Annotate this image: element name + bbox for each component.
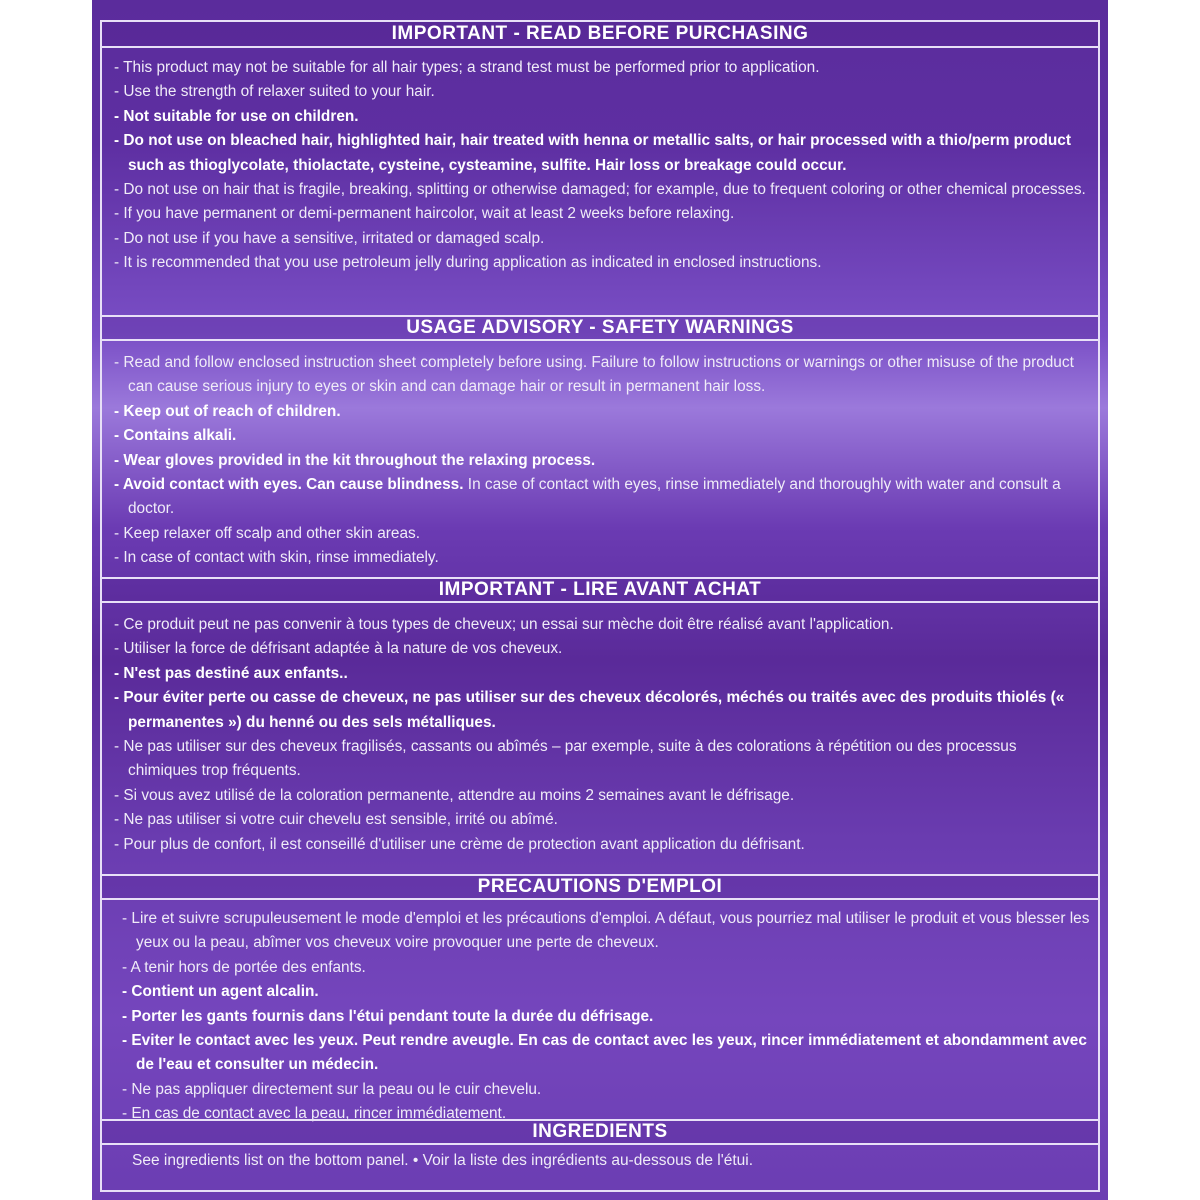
section-heading-precautions <box>102 874 1098 900</box>
list-item-bold-prefix: - Avoid contact with eyes. Can cause blindness. <box>114 476 464 494</box>
list-item: - Do not use on hair that is fragile, breaking, splitting or otherwise damaged; for example, due to frequent coloring or other chemical processes. <box>114 181 1086 199</box>
section-heading-text: IMPORTANT - LIRE AVANT ACHAT <box>438 579 762 600</box>
text-frame <box>100 20 1100 1192</box>
list-item: - If you have permanent or demi-permanent haircolor, wait at least 2 weeks before relaxing. <box>114 205 735 223</box>
list-item: - Read and follow enclosed instruction sheet completely before using. Failure to follow instructions or warnings or other misuse of the product can cause serious injury to eyes or skin and can damage hair or result in permanent hair loss. <box>114 354 1074 396</box>
list-item: - Si vous avez utilisé de la coloration permanente, attendre au moins 2 semaines avant le défrisage. <box>114 786 795 804</box>
list-item: - Pour plus de confort, il est conseillé d'utiliser une crème de protection avant application du défrisant. <box>114 835 805 853</box>
list-item: - A tenir hors de portée des enfants. <box>122 958 366 976</box>
section-heading-text: IMPORTANT - READ BEFORE PURCHASING <box>391 23 809 44</box>
section-body-important-fr <box>114 613 1088 857</box>
list-item: - Ce produit peut ne pas convenir à tous types de cheveux; un essai sur mèche doit être réalisé avant l'application. <box>114 616 894 633</box>
list-item: - It is recommended that you use petroleum jelly during application as indicated in enclosed instructions. <box>114 254 822 272</box>
list-item: - Contient un agent alcalin. <box>122 983 319 1001</box>
list-item-rest: In case of contact with eyes, rinse immediately and thoroughly with water and consult a doctor. <box>128 476 1061 518</box>
list-item: - Keep relaxer off scalp and other skin areas. <box>114 524 420 542</box>
section-body-precautions <box>122 907 1092 1127</box>
list-item: - Do not use on bleached hair, highlighted hair, hair treated with henna or metallic salts, or hair processed with a thio/perm product such as thioglycolate, thiolactate, cysteine, cysteamine, sulfite. Hair loss or breakage could occur. <box>114 132 1071 174</box>
list-item: - Do not use if you have a sensitive, irritated or damaged scalp. <box>114 229 545 247</box>
list-item: - Utiliser la force de défrisant adaptée à la nature de vos cheveux. <box>114 640 563 658</box>
list-item <box>114 473 1088 522</box>
section-heading-ingredients <box>102 1119 1098 1145</box>
list-item: - Wear gloves provided in the kit throughout the relaxing process. <box>114 451 596 469</box>
section-heading-important-fr <box>102 577 1098 603</box>
section-body-ingredients <box>102 1147 1098 1173</box>
list-item: - Ne pas appliquer directement sur la peau ou le cuir chevelu. <box>122 1080 542 1098</box>
list-item: - Ne pas utiliser si votre cuir chevelu est sensible, irrité ou abîmé. <box>114 811 558 829</box>
list-item: - This product may not be suitable for all hair types; a strand test must be performed prior to application. <box>114 59 820 76</box>
list-item: - En cas de contact avec la peau, rincer immédiatement. <box>122 1105 507 1123</box>
list-item: - N'est pas destiné aux enfants.. <box>114 664 348 682</box>
section-body-important-en <box>114 56 1088 276</box>
section-heading-text: PRECAUTIONS D'EMPLOI <box>477 876 723 897</box>
list-item: - Use the strength of relaxer suited to your hair. <box>114 83 435 101</box>
list-item: - Porter les gants fournis dans l'étui pendant toute la durée du défrisage. <box>122 1007 654 1025</box>
section-heading-text: INGREDIENTS <box>532 1121 668 1142</box>
section-heading-usage-advisory <box>102 315 1098 341</box>
ingredients-note: See ingredients list on the bottom panel. • Voir la liste des ingrédients au-dessous de l'étui. <box>132 1152 754 1169</box>
list-item: - Keep out of reach of children. <box>114 402 341 420</box>
section-body-usage-advisory <box>114 351 1088 571</box>
list-item: - Contains alkali. <box>114 427 237 445</box>
section-heading-text: USAGE ADVISORY - SAFETY WARNINGS <box>406 317 794 338</box>
list-item: - Ne pas utiliser sur des cheveux fragilisés, cassants ou abîmés – par exemple, suite à des colorations à répétition ou des processus chimiques trop fréquents. <box>114 738 1017 780</box>
packaging-panel <box>92 0 1108 1200</box>
list-item: - Lire et suivre scrupuleusement le mode d'emploi et les précautions d'emploi. A défaut, vous pourriez mal utiliser le produit et vous blesser les yeux ou la peau, abîmer vos cheveux voire provoquer une perte de cheveux. <box>122 910 1090 952</box>
list-item: - In case of contact with skin, rinse immediately. <box>114 549 439 567</box>
list-item: - Pour éviter perte ou casse de cheveux, ne pas utiliser sur des cheveux décolorés, méchés ou traités avec des produits thiolés (« permanentes ») du henné ou des sels métalliques. <box>114 689 1065 731</box>
section-heading-important-en <box>102 22 1098 48</box>
list-item: - Eviter le contact avec les yeux. Peut rendre aveugle. En cas de contact avec les yeux, rincer immédiatement et abondamment avec de l'eau et consulter un médecin. <box>122 1032 1087 1074</box>
list-item: - Not suitable for use on children. <box>114 107 359 125</box>
